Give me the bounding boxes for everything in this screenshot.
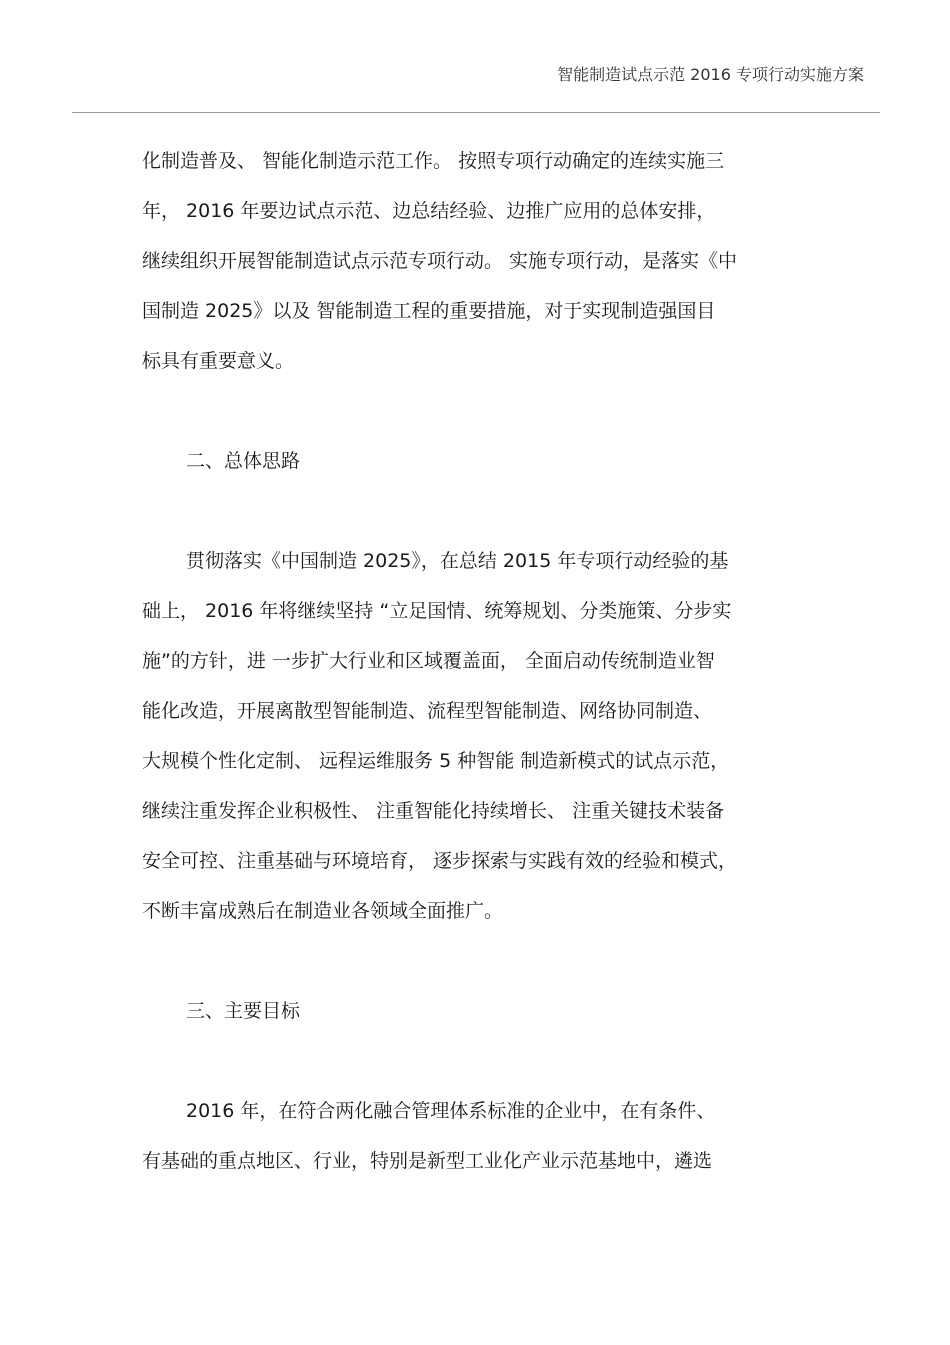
text-line: 大规模个性化定制、 远程运维服务 5 种智能 制造新模式的试点示范， bbox=[142, 750, 730, 772]
text-line: 标具有重要意义。 bbox=[142, 350, 295, 372]
text-line: 安全可控、注重基础与环境培育， 逐步探索与实践有效的经验和模式， bbox=[142, 850, 738, 872]
text-line: 国制造 2025》以及 智能制造工程的重要措施，对于实现制造强国目 bbox=[142, 300, 716, 322]
spacer bbox=[142, 936, 822, 986]
text-line: 2016 年，在符合两化融合管理体系标准的企业中，在有条件、 bbox=[186, 1100, 716, 1122]
text-line: 施”的方针，进 一步扩大行业和区域覆盖面， 全面启动传统制造业智 bbox=[142, 650, 715, 672]
text-line: 贯彻落实《中国制造 2025》，在总结 2015 年专项行动经验的基 bbox=[186, 550, 729, 572]
spacer bbox=[142, 486, 822, 536]
paragraph-overall-approach bbox=[142, 536, 822, 936]
section-heading-overall-approach: 二、总体思路 bbox=[186, 450, 301, 472]
paragraph-main-goals bbox=[142, 1086, 822, 1186]
page-header-title: 智能制造试点示范 2016 专项行动实施方案 bbox=[557, 65, 864, 84]
section-heading-main-goals: 三、主要目标 bbox=[186, 1000, 301, 1022]
spacer bbox=[142, 386, 822, 436]
header-divider bbox=[72, 112, 880, 113]
text-line: 不断丰富成熟后在制造业各领域全面推广。 bbox=[142, 900, 504, 922]
text-line: 继续注重发挥企业积极性、 注重智能化持续增长、 注重关键技术装备 bbox=[142, 800, 725, 822]
text-line: 继续组织开展智能制造试点示范专项行动。 实施专项行动，是落实《中 bbox=[142, 250, 738, 272]
spacer bbox=[142, 1036, 822, 1086]
text-line: 能化改造，开展离散型智能制造、流程型智能制造、网络协同制造、 bbox=[142, 700, 713, 722]
text-line: 有基础的重点地区、行业，特别是新型工业化产业示范基地中，遴选 bbox=[142, 1150, 713, 1172]
paragraph-intro-continued bbox=[142, 136, 822, 386]
text-line: 化制造普及、 智能化制造示范工作。 按照专项行动确定的连续实施三 bbox=[142, 150, 725, 172]
document-body bbox=[142, 136, 822, 1186]
text-line: 础上， 2016 年将继续坚持 “立足国情、统筹规划、分类施策、分步实 bbox=[142, 600, 732, 622]
text-line: 年， 2016 年要边试点示范、边总结经验、边推广应用的总体安排， bbox=[142, 200, 716, 222]
